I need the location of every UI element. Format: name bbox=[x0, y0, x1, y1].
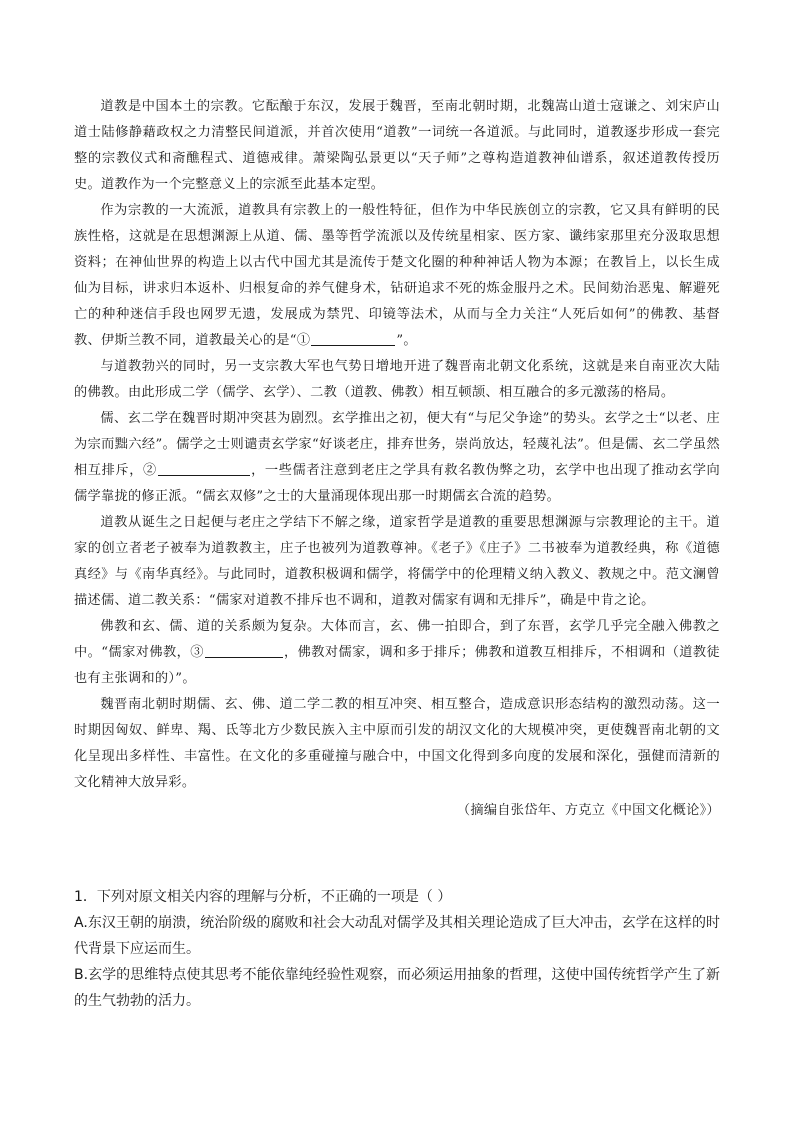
reading-passage bbox=[74, 94, 720, 824]
paragraph-2 bbox=[74, 198, 720, 354]
question-1-stem: 1．下列对原文相关内容的理解与分析，不正确的一项是（ ） bbox=[74, 889, 452, 905]
question-1-option-a: A.东汉王朝的崩溃，统治阶级的腐败和社会大动乱对儒学及其相关理论造成了巨大冲击，玄学在这样的时代背景下应运而生。 bbox=[74, 915, 720, 957]
source-citation: （摘编自张岱年、方克立《中国文化概论》） bbox=[456, 803, 720, 818]
paragraph-6-tail: ，佛教对儒家，调和多于排斥；佛教和道教互相排斥，不相调和（道教徒也有主张调和的）”。 bbox=[74, 645, 720, 686]
paragraph-1: 道教是中国本土的宗教。它酝酿于东汉，发展于魏晋，至南北朝时期，北魏嵩山道士寇谦之、刘宋庐山道士陆修静藉政权之力清整民间道派，并首次使用“道教”一词统一各道派。与此同时，道教逐步形成一套完整的宗教仪式和斋醮程式、道德戒律。萧梁陶弘景更以“天子师”之尊构造道教神仙谱系，叙述道教传授历史。道教作为一个完整意义上的宗派至此基本定型。 bbox=[74, 99, 720, 192]
paragraph-4-head: 儒、玄二学在魏晋时期冲突甚为剧烈。玄学推出之初，便大有“与尼父争途”的势头。玄学之士“以老、庄为宗而黜六经”。儒学之士则谴责玄学家“好谈老庄，排弃世务，崇尚放达，轻蔑礼法”。但是儒、玄二学虽然相互排斥，② bbox=[74, 411, 720, 478]
paragraph-2-text: 作为宗教的一大流派，道教具有宗教上的一般性特征，但作为中华民族创立的宗教，它又具有鲜明的民族性格，这就是在思想渊源上从道、儒、墨等哲学流派以及传统星相家、医方家、谶纬家那里充分汲取思想资料；在神仙世界的构造上以古代中国尤其是流传于楚文化圈的种种神话人物为本源；在教旨上，以长生成仙为目标，讲求归本返朴、归根复命的养气健身术，钻研追求不死的炼金服丹之术。民间劾治恶鬼、解避死亡的种种迷信手段也网罗无遗，发展成为禁咒、印镜等法术，从而与全力关注“人死后如何”的佛教、基督教、伊斯兰教不同，道教最关心的是“① bbox=[74, 203, 720, 348]
paragraph-6 bbox=[74, 614, 720, 692]
paragraph-4 bbox=[74, 406, 720, 510]
paragraph-7: 魏晋南北朝时期儒、玄、佛、道二学二教的相互冲突、相互整合，造成意识形态结构的激烈动荡。这一时期因匈奴、鲜卑、羯、氐等北方少数民族入主中原而引发的胡汉文化的大规模冲突，更使魏晋南北朝的文化呈现出多样性、丰富性。在文化的多重碰撞与融合中，中国文化得到多向度的发展和深化，强健而清新的文化精神大放异彩。 bbox=[74, 697, 720, 790]
paragraph-5: 道教从诞生之日起便与老庄之学结下不解之缘，道家哲学是道教的重要思想渊源与宗教理论的主干。道家的创立者老子被奉为道教教主，庄子也被列为道教尊神。《老子》《庄子》二书被奉为道教经典，称《道德真经》与《南华真经》。与此同时，道教积极调和儒学，将儒学中的伦理精义纳入教义、教规之中。范文澜曾描述儒、道二教关系：“儒家对道教不排斥也不调和，道教对儒家有调和无排斥”，确是中肯之论。 bbox=[74, 515, 720, 608]
fill-blank-1 bbox=[311, 329, 395, 346]
paragraph-6-head: 佛教和玄、儒、道的关系颇为复杂。大体而言，玄、佛一拍即合，到了东晋，玄学几乎完全融入佛教之中。“儒家对佛教，③ bbox=[74, 619, 720, 660]
fill-blank-2 bbox=[158, 459, 250, 476]
paragraph-4-tail: ，一些儒者注意到老庄之学具有救名教伪弊之功，玄学中也出现了推动玄学向儒学靠拢的修正派。“儒玄双修”之士的大量涌现体现出那一时期儒玄合流的趋势。 bbox=[74, 463, 720, 504]
fill-blank-3 bbox=[205, 641, 283, 658]
question-1-option-b: B.玄学的思维特点使其思考不能依靠纯经验性观察，而必须运用抽象的哲理，这使中国传统哲学产生了新的生气勃勃的活力。 bbox=[74, 967, 720, 1009]
paragraph-3: 与道教勃兴的同时，另一支宗教大军也气势日增地开进了魏晋南北朝文化系统，这就是来自南亚次大陆的佛教。由此形成二学（儒学、玄学）、二教（道教、佛教）相互顿颉、相互融合的多元激荡的格局。 bbox=[74, 359, 720, 400]
paragraph-2-tail: ”。 bbox=[396, 333, 417, 348]
question-section bbox=[74, 884, 720, 1014]
